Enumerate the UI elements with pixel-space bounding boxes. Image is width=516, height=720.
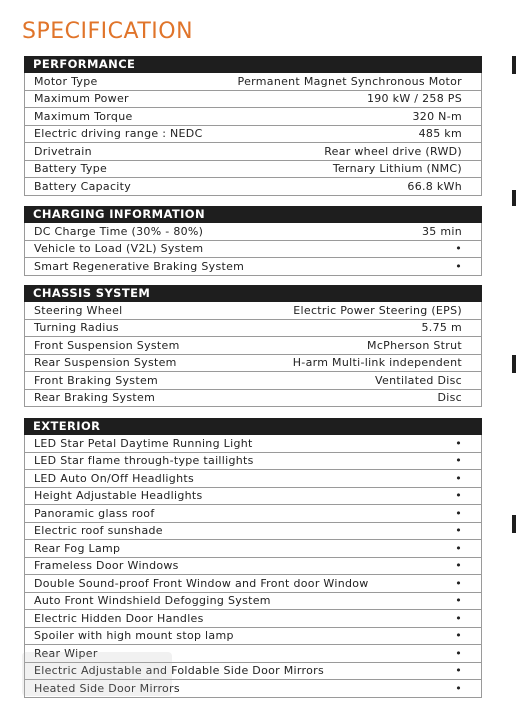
spec-row xyxy=(24,645,482,663)
spec-row xyxy=(24,540,482,558)
spec-row xyxy=(24,355,482,373)
spec-label: Auto Front Windshield Defogging System xyxy=(34,594,271,608)
spec-row xyxy=(24,680,482,698)
included-dot-icon: • xyxy=(455,576,462,590)
exterior-section xyxy=(24,418,482,698)
spec-row xyxy=(24,372,482,390)
right-edge-bar xyxy=(512,355,516,373)
spec-label: Smart Regenerative Braking System xyxy=(34,259,245,273)
spec-value: Permanent Magnet Synchronous Motor xyxy=(237,74,462,88)
included-dot-icon: • xyxy=(455,436,462,450)
spec-label: Battery Capacity xyxy=(34,179,132,193)
spec-label: Panoramic glass roof xyxy=(34,506,155,520)
spec-row xyxy=(24,223,482,241)
spec-value: McPherson Strut xyxy=(367,338,462,352)
spec-label: LED Auto On/Off Headlights xyxy=(34,471,194,485)
spec-label: Heated Side Door Mirrors xyxy=(34,681,180,695)
spec-label: Front Suspension System xyxy=(34,338,180,352)
spec-row xyxy=(24,143,482,161)
spec-row xyxy=(24,505,482,523)
spec-label: Electric Adjustable and Foldable Side Door Mirrors xyxy=(34,664,324,678)
spec-row xyxy=(24,435,482,453)
spec-value: Disc xyxy=(437,391,462,405)
spec-row xyxy=(24,488,482,506)
spec-row xyxy=(24,558,482,576)
spec-label: Rear Wiper xyxy=(34,646,98,660)
spec-row xyxy=(24,302,482,320)
chassis-header: CHASSIS SYSTEM xyxy=(24,285,482,302)
spec-label: Drivetrain xyxy=(34,144,92,158)
spec-label: Height Adjustable Headlights xyxy=(34,489,203,503)
spec-row xyxy=(24,453,482,471)
performance-header: PERFORMANCE xyxy=(24,56,482,73)
included-dot-icon: • xyxy=(455,594,462,608)
spec-row xyxy=(24,337,482,355)
spec-label: Maximum Torque xyxy=(34,109,133,123)
spec-label: Battery Type xyxy=(34,162,108,176)
charging-header: CHARGING INFORMATION xyxy=(24,206,482,223)
spec-label: Rear Braking System xyxy=(34,391,156,405)
spec-label: Electric Hidden Door Handles xyxy=(34,611,204,625)
spec-row xyxy=(24,663,482,681)
spec-row xyxy=(24,523,482,541)
spec-row xyxy=(24,610,482,628)
spec-value: 485 km xyxy=(418,127,462,141)
included-dot-icon: • xyxy=(455,646,462,660)
spec-label: Double Sound-proof Front Window and Front door Window xyxy=(34,576,369,590)
included-dot-icon: • xyxy=(455,489,462,503)
spec-row xyxy=(24,390,482,408)
included-dot-icon: • xyxy=(455,471,462,485)
spec-label: Motor Type xyxy=(34,74,98,88)
spec-value: Ventilated Disc xyxy=(375,373,462,387)
included-dot-icon: • xyxy=(455,681,462,695)
spec-row xyxy=(24,91,482,109)
spec-row xyxy=(24,575,482,593)
right-edge-bar xyxy=(512,56,516,74)
included-dot-icon: • xyxy=(455,242,462,256)
spec-label: Rear Fog Lamp xyxy=(34,541,121,555)
spec-label: Vehicle to Load (V2L) System xyxy=(34,242,204,256)
included-dot-icon: • xyxy=(455,541,462,555)
spec-value: 66.8 kWh xyxy=(407,179,462,193)
included-dot-icon: • xyxy=(455,454,462,468)
spec-value: Electric Power Steering (EPS) xyxy=(293,303,462,317)
spec-row xyxy=(24,241,482,259)
spec-label: LED Star Petal Daytime Running Light xyxy=(34,436,253,450)
spec-value: H-arm Multi-link independent xyxy=(292,356,462,370)
spec-row xyxy=(24,470,482,488)
spec-row xyxy=(24,593,482,611)
spec-label: Turning Radius xyxy=(34,321,119,335)
spec-row xyxy=(24,126,482,144)
included-dot-icon: • xyxy=(455,629,462,643)
performance-section xyxy=(24,56,482,196)
right-edge-bar xyxy=(512,190,516,206)
spec-row xyxy=(24,178,482,196)
included-dot-icon: • xyxy=(455,611,462,625)
spec-row xyxy=(24,258,482,276)
spec-value: 5.75 m xyxy=(421,321,462,335)
spec-label: Maximum Power xyxy=(34,92,129,106)
spec-label: Steering Wheel xyxy=(34,303,123,317)
page-title: SPECIFICATION xyxy=(22,19,194,44)
included-dot-icon: • xyxy=(455,506,462,520)
spec-label: Frameless Door Windows xyxy=(34,559,179,573)
spec-label: DC Charge Time (30% - 80%) xyxy=(34,224,204,238)
spec-label: Electric roof sunshade xyxy=(34,524,163,538)
spec-value: 320 N-m xyxy=(412,109,462,123)
spec-label: Spoiler with high mount stop lamp xyxy=(34,629,234,643)
spec-label: LED Star flame through-type taillights xyxy=(34,454,254,468)
spec-label: Electric driving range : NEDC xyxy=(34,127,203,141)
chassis-section xyxy=(24,285,482,407)
spec-value: 190 kW / 258 PS xyxy=(366,92,462,106)
spec-label: Front Braking System xyxy=(34,373,159,387)
spec-label: Rear Suspension System xyxy=(34,356,177,370)
spec-row xyxy=(24,73,482,91)
spec-value: Ternary Lithium (NMC) xyxy=(332,162,462,176)
spec-row xyxy=(24,628,482,646)
spec-row xyxy=(24,108,482,126)
included-dot-icon: • xyxy=(455,664,462,678)
charging-section xyxy=(24,206,482,276)
included-dot-icon: • xyxy=(455,259,462,273)
spec-row xyxy=(24,161,482,179)
spec-row xyxy=(24,320,482,338)
included-dot-icon: • xyxy=(455,559,462,573)
right-edge-bar xyxy=(512,515,516,533)
spec-value: 35 min xyxy=(421,224,462,238)
exterior-header: EXTERIOR xyxy=(24,418,482,435)
included-dot-icon: • xyxy=(455,524,462,538)
spec-value: Rear wheel drive (RWD) xyxy=(324,144,462,158)
